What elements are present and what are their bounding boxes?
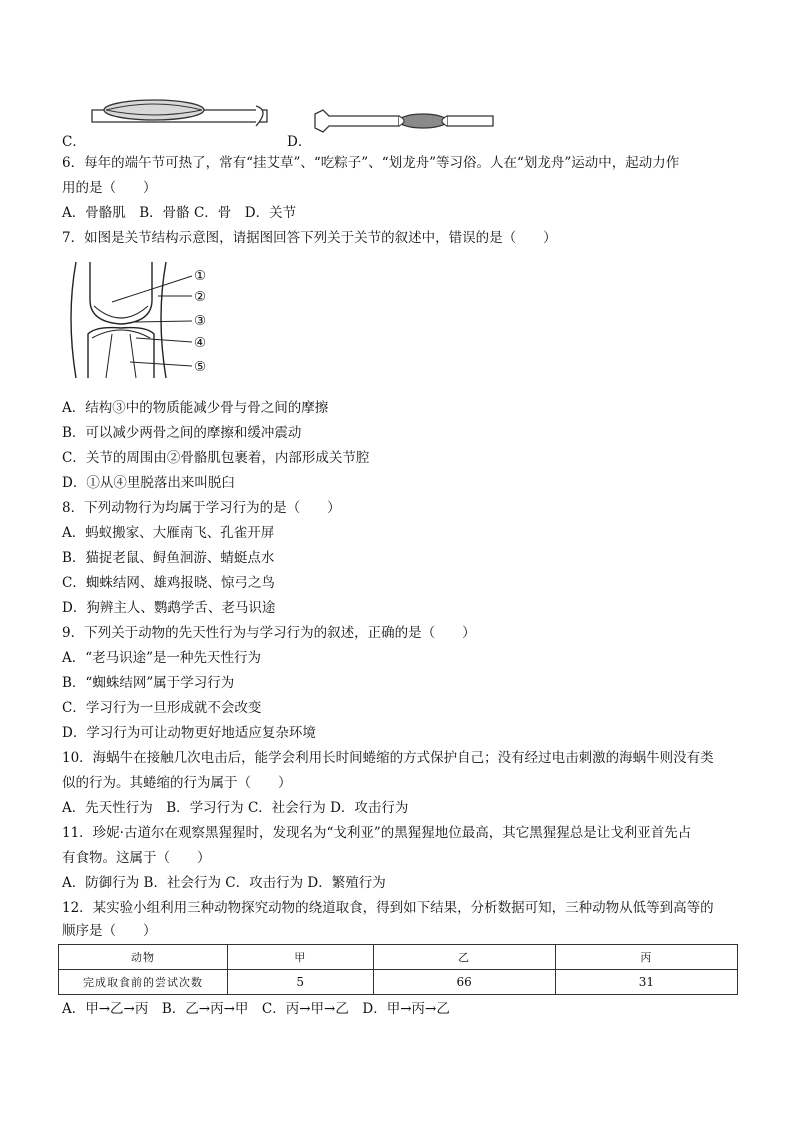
- figure-d-muscle-bone: [313, 106, 498, 136]
- joint-label-2: ②: [194, 289, 207, 305]
- q11-stem-line2: 有食物。这属于（ ）: [62, 850, 211, 866]
- joint-label-1: ①: [194, 268, 207, 284]
- joint-label-5: ⑤: [194, 359, 207, 375]
- q11-options: A．防御行为 B．社会行为 C．攻击行为 D．繁殖行为: [62, 875, 386, 891]
- q8-stem: 8．下列动物行为均属于学习行为的是（ ）: [62, 500, 341, 516]
- q12-options: A．甲→乙→丙 B．乙→丙→甲 C．丙→甲→乙 D．甲→丙→乙: [62, 1001, 450, 1017]
- table-header-row: [59, 945, 738, 970]
- q7-stem: 7．如图是关节结构示意图，请据图回答下列关于关节的叙述中，错误的是（ ）: [62, 230, 557, 246]
- q9-option-a: A．“老马识途”是一种先天性行为: [62, 650, 262, 666]
- table-cell: 66: [373, 970, 555, 995]
- q9-option-c: C．学习行为一旦形成就不会改变: [62, 700, 262, 716]
- q10-options: A．先天性行为 B．学习行为 C．社会行为 D．攻击行为: [62, 800, 409, 816]
- option-c-label: C．: [62, 134, 86, 150]
- q12-results-table: [58, 944, 738, 995]
- q12-stem-line2: 顺序是（ ）: [62, 923, 157, 939]
- q8-option-d: D．狗辨主人、鹦鹉学舌、老马识途: [62, 600, 276, 616]
- joint-label-3: ③: [194, 313, 207, 329]
- q7-option-b: B．可以减少两骨之间的摩擦和缓冲震动: [62, 425, 302, 441]
- q12-stem-line1: 12．某实验小组利用三种动物探究动物的绕道取食，得到如下结果，分析数据可知，三种动物从低等到高等的: [62, 900, 714, 916]
- figure-c-muscle-bone: [92, 98, 272, 134]
- q7-option-c: C．关节的周围由②骨骼肌包裹着，内部形成关节腔: [62, 450, 370, 466]
- option-d-label: D．: [287, 134, 312, 150]
- table-cell: 完成取食前的尝试次数: [59, 970, 228, 995]
- q9-option-b: B．“蜘蛛结网”属于学习行为: [62, 675, 235, 691]
- table-row: [59, 970, 738, 995]
- q7-option-a: A．结构③中的物质能减少骨与骨之间的摩擦: [62, 400, 329, 416]
- table-header-cell: 甲: [228, 945, 374, 970]
- q7-option-d: D．①从④里脱落出来叫脱臼: [62, 475, 235, 491]
- q10-stem-line2: 似的行为。其蜷缩的行为属于（ ）: [62, 775, 292, 791]
- table-header-cell: 乙: [373, 945, 555, 970]
- q9-stem: 9．下列关于动物的先天性行为与学习行为的叙述，正确的是（ ）: [62, 625, 476, 641]
- joint-label-4: ④: [194, 335, 207, 351]
- q11-stem-line1: 11．珍妮·古道尔在观察黑猩猩时，发现名为“戈利亚”的黑猩猩地位最高，其它黑猩猩总是让戈利亚首先占: [62, 825, 692, 841]
- table-header-cell: 丙: [555, 945, 737, 970]
- table-cell: 31: [555, 970, 737, 995]
- q6-options: A．骨骼肌 B．骨骼 C．骨 D．关节: [62, 205, 297, 221]
- q8-option-a: A．蚂蚁搬家、大雁南飞、孔雀开屏: [62, 525, 275, 541]
- q8-option-c: C．蜘蛛结网、雄鸡报晓、惊弓之鸟: [62, 575, 275, 591]
- q8-option-b: B．猫捉老鼠、鲟鱼洄游、蜻蜓点水: [62, 550, 275, 566]
- q9-option-d: D．学习行为可让动物更好地适应复杂环境: [62, 725, 316, 741]
- q6-stem-line1: 6．每年的端午节可热了，常有“挂艾草”、“吃粽子”、“划龙舟”等习俗。人在“划龙舟”运动中，起动力作: [62, 155, 680, 171]
- q10-stem-line1: 10．海蜗牛在接触几次电击后，能学会利用长时间蜷缩的方式保护自己；没有经过电击刺激的海蜗牛则没有类: [62, 750, 714, 766]
- table-cell: 5: [228, 970, 374, 995]
- table-header-cell: 动物: [59, 945, 228, 970]
- q6-stem-line2: 用的是（ ）: [62, 180, 157, 196]
